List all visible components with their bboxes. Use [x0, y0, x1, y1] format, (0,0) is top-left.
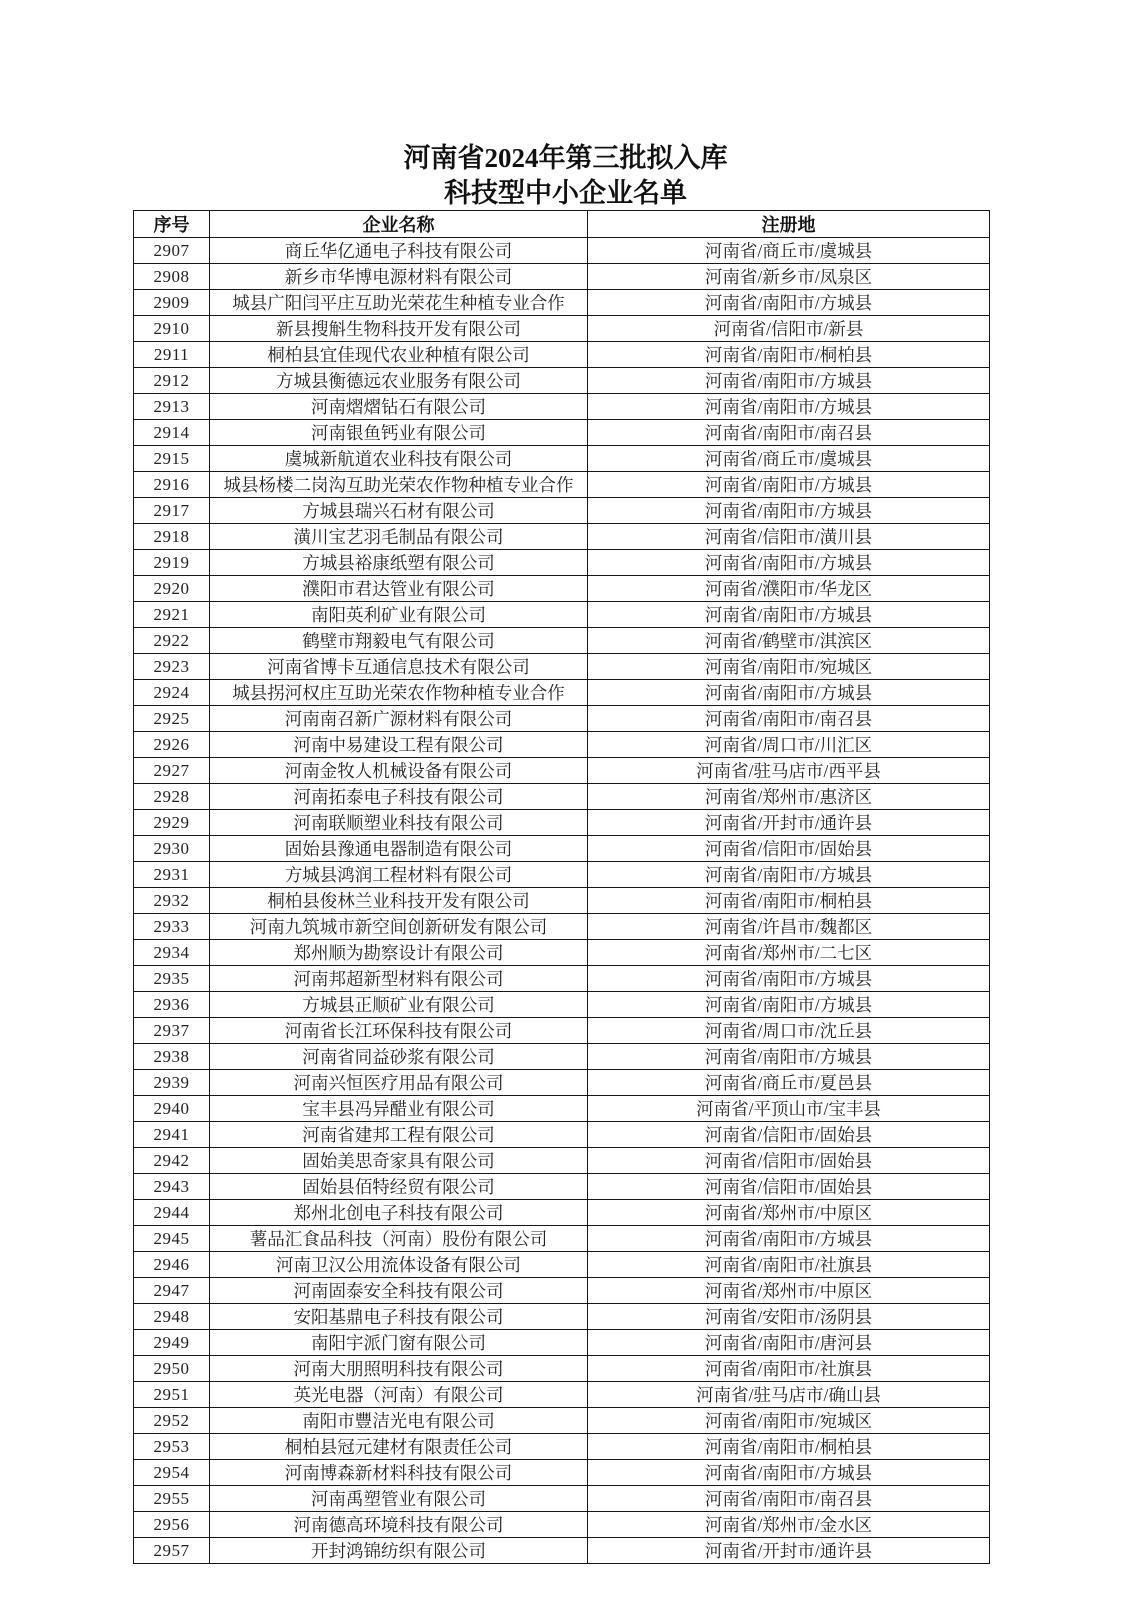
company-table — [133, 210, 990, 1564]
header-serial: 序号 — [134, 211, 210, 238]
location-cell: 河南省/周口市/沈丘县 — [588, 1018, 990, 1044]
table-row — [134, 602, 990, 628]
company-name-cell: 河南省建邦工程有限公司 — [210, 1122, 588, 1148]
company-name-cell: 固始县豫通电器制造有限公司 — [210, 836, 588, 862]
location-cell: 河南省/新乡市/凤泉区 — [588, 264, 990, 290]
location-cell: 河南省/南阳市/宛城区 — [588, 1408, 990, 1434]
title-line-1: 河南省2024年第三批拟入库 — [403, 143, 728, 173]
location-cell: 河南省/南阳市/社旗县 — [588, 1252, 990, 1278]
table-row — [134, 1252, 990, 1278]
table-row — [134, 1486, 990, 1512]
serial-cell: 2926 — [134, 732, 210, 758]
company-name-cell: 郑州顺为勘察设计有限公司 — [210, 940, 588, 966]
serial-cell: 2946 — [134, 1252, 210, 1278]
company-name-cell: 潢川宝艺羽毛制品有限公司 — [210, 524, 588, 550]
company-name-cell: 商丘华亿通电子科技有限公司 — [210, 238, 588, 264]
location-cell: 河南省/南阳市/方城县 — [588, 1226, 990, 1252]
company-name-cell: 河南九筑城市新空间创新研发有限公司 — [210, 914, 588, 940]
serial-cell: 2912 — [134, 368, 210, 394]
company-name-cell: 方城县正顺矿业有限公司 — [210, 992, 588, 1018]
serial-cell: 2911 — [134, 342, 210, 368]
table-row — [134, 1330, 990, 1356]
table-row — [134, 1148, 990, 1174]
table-row — [134, 862, 990, 888]
serial-cell: 2936 — [134, 992, 210, 1018]
location-cell: 河南省/驻马店市/西平县 — [588, 758, 990, 784]
location-cell: 河南省/南阳市/宛城区 — [588, 654, 990, 680]
serial-cell: 2909 — [134, 290, 210, 316]
company-name-cell: 桐柏县冠元建材有限责任公司 — [210, 1434, 588, 1460]
serial-cell: 2949 — [134, 1330, 210, 1356]
serial-cell: 2908 — [134, 264, 210, 290]
table-row — [134, 472, 990, 498]
location-cell: 河南省/南阳市/南召县 — [588, 1486, 990, 1512]
company-name-cell: 河南联顺塑业科技有限公司 — [210, 810, 588, 836]
table-body — [134, 238, 990, 1564]
serial-cell: 2943 — [134, 1174, 210, 1200]
serial-cell: 2952 — [134, 1408, 210, 1434]
location-cell: 河南省/开封市/通许县 — [588, 810, 990, 836]
table-header-row — [134, 211, 990, 238]
location-cell: 河南省/南阳市/方城县 — [588, 602, 990, 628]
serial-cell: 2930 — [134, 836, 210, 862]
serial-cell: 2927 — [134, 758, 210, 784]
serial-cell: 2940 — [134, 1096, 210, 1122]
table-row — [134, 264, 990, 290]
company-name-cell: 河南邦超新型材料有限公司 — [210, 966, 588, 992]
company-name-cell: 河南拓泰电子科技有限公司 — [210, 784, 588, 810]
company-name-cell: 固始美思奇家具有限公司 — [210, 1148, 588, 1174]
serial-cell: 2942 — [134, 1148, 210, 1174]
company-name-cell: 桐柏县宜佳现代农业种植有限公司 — [210, 342, 588, 368]
company-name-cell: 鹤壁市翔毅电气有限公司 — [210, 628, 588, 654]
table-row — [134, 888, 990, 914]
location-cell: 河南省/南阳市/方城县 — [588, 992, 990, 1018]
table-row — [134, 1382, 990, 1408]
table-row — [134, 992, 990, 1018]
location-cell: 河南省/郑州市/中原区 — [588, 1278, 990, 1304]
table-row — [134, 1408, 990, 1434]
table-row — [134, 1226, 990, 1252]
company-name-cell: 英光电器（河南）有限公司 — [210, 1382, 588, 1408]
table-row — [134, 1538, 990, 1564]
location-cell: 河南省/郑州市/金水区 — [588, 1512, 990, 1538]
table-row — [134, 1304, 990, 1330]
company-name-cell: 宝丰县冯异醋业有限公司 — [210, 1096, 588, 1122]
serial-cell: 2935 — [134, 966, 210, 992]
table-row — [134, 1356, 990, 1382]
location-cell: 河南省/南阳市/方城县 — [588, 862, 990, 888]
serial-cell: 2956 — [134, 1512, 210, 1538]
location-cell: 河南省/周口市/川汇区 — [588, 732, 990, 758]
company-name-cell: 新县搜斛生物科技开发有限公司 — [210, 316, 588, 342]
location-cell: 河南省/南阳市/方城县 — [588, 394, 990, 420]
company-name-cell: 安阳基鼎电子科技有限公司 — [210, 1304, 588, 1330]
table-row — [134, 290, 990, 316]
table-row — [134, 836, 990, 862]
table-row — [134, 342, 990, 368]
serial-cell: 2925 — [134, 706, 210, 732]
location-cell: 河南省/安阳市/汤阴县 — [588, 1304, 990, 1330]
table-row — [134, 498, 990, 524]
location-cell: 河南省/信阳市/固始县 — [588, 1174, 990, 1200]
table-row — [134, 368, 990, 394]
serial-cell: 2957 — [134, 1538, 210, 1564]
location-cell: 河南省/南阳市/方城县 — [588, 550, 990, 576]
location-cell: 河南省/南阳市/方城县 — [588, 472, 990, 498]
location-cell: 河南省/南阳市/方城县 — [588, 966, 990, 992]
company-name-cell: 固始县佰特经贸有限公司 — [210, 1174, 588, 1200]
title-line-2: 科技型中小企业名单 — [444, 178, 687, 208]
table-row — [134, 446, 990, 472]
serial-cell: 2953 — [134, 1434, 210, 1460]
company-name-cell: 河南固泰安全科技有限公司 — [210, 1278, 588, 1304]
location-cell: 河南省/郑州市/惠济区 — [588, 784, 990, 810]
company-name-cell: 河南德高环境科技有限公司 — [210, 1512, 588, 1538]
serial-cell: 2944 — [134, 1200, 210, 1226]
serial-cell: 2955 — [134, 1486, 210, 1512]
location-cell: 河南省/商丘市/夏邑县 — [588, 1070, 990, 1096]
company-name-cell: 虞城新航道农业科技有限公司 — [210, 446, 588, 472]
location-cell: 河南省/开封市/通许县 — [588, 1538, 990, 1564]
table-row — [134, 394, 990, 420]
location-cell: 河南省/信阳市/固始县 — [588, 1148, 990, 1174]
table-row — [134, 810, 990, 836]
location-cell: 河南省/信阳市/固始县 — [588, 1122, 990, 1148]
company-name-cell: 濮阳市君达管业有限公司 — [210, 576, 588, 602]
location-cell: 河南省/南阳市/桐柏县 — [588, 342, 990, 368]
company-name-cell: 方城县鸿润工程材料有限公司 — [210, 862, 588, 888]
serial-cell: 2950 — [134, 1356, 210, 1382]
location-cell: 河南省/鹤壁市/淇滨区 — [588, 628, 990, 654]
company-name-cell: 南阳市豐洁光电有限公司 — [210, 1408, 588, 1434]
serial-cell: 2924 — [134, 680, 210, 706]
serial-cell: 2938 — [134, 1044, 210, 1070]
location-cell: 河南省/商丘市/虞城县 — [588, 238, 990, 264]
table-row — [134, 524, 990, 550]
serial-cell: 2918 — [134, 524, 210, 550]
document-title — [0, 141, 1131, 211]
company-name-cell: 新乡市华博电源材料有限公司 — [210, 264, 588, 290]
table-row — [134, 706, 990, 732]
serial-cell: 2939 — [134, 1070, 210, 1096]
serial-cell: 2915 — [134, 446, 210, 472]
location-cell: 河南省/南阳市/方城县 — [588, 498, 990, 524]
location-cell: 河南省/南阳市/南召县 — [588, 706, 990, 732]
table-row — [134, 680, 990, 706]
serial-cell: 2934 — [134, 940, 210, 966]
company-name-cell: 河南省同益砂浆有限公司 — [210, 1044, 588, 1070]
location-cell: 河南省/南阳市/社旗县 — [588, 1356, 990, 1382]
company-name-cell: 河南大朋照明科技有限公司 — [210, 1356, 588, 1382]
table-row — [134, 1070, 990, 1096]
location-cell: 河南省/南阳市/方城县 — [588, 368, 990, 394]
location-cell: 河南省/平顶山市/宝丰县 — [588, 1096, 990, 1122]
serial-cell: 2933 — [134, 914, 210, 940]
location-cell: 河南省/商丘市/虞城县 — [588, 446, 990, 472]
table-row — [134, 784, 990, 810]
table-row — [134, 550, 990, 576]
company-name-cell: 河南省博卡互通信息技术有限公司 — [210, 654, 588, 680]
serial-cell: 2948 — [134, 1304, 210, 1330]
company-name-cell: 方城县衡德远农业服务有限公司 — [210, 368, 588, 394]
table-row — [134, 1044, 990, 1070]
table-row — [134, 576, 990, 602]
company-name-cell: 方城县瑞兴石材有限公司 — [210, 498, 588, 524]
company-name-cell: 河南熠熠钻石有限公司 — [210, 394, 588, 420]
serial-cell: 2921 — [134, 602, 210, 628]
serial-cell: 2919 — [134, 550, 210, 576]
table-row — [134, 316, 990, 342]
serial-cell: 2917 — [134, 498, 210, 524]
serial-cell: 2945 — [134, 1226, 210, 1252]
company-name-cell: 开封鸿锦纺织有限公司 — [210, 1538, 588, 1564]
serial-cell: 2947 — [134, 1278, 210, 1304]
header-company-name: 企业名称 — [210, 211, 588, 238]
company-name-cell: 方城县裕康纸塑有限公司 — [210, 550, 588, 576]
location-cell: 河南省/驻马店市/确山县 — [588, 1382, 990, 1408]
table-row — [134, 1018, 990, 1044]
serial-cell: 2913 — [134, 394, 210, 420]
table-row — [134, 628, 990, 654]
location-cell: 河南省/南阳市/方城县 — [588, 680, 990, 706]
table-row — [134, 1278, 990, 1304]
location-cell: 河南省/信阳市/固始县 — [588, 836, 990, 862]
company-name-cell: 城县广阳闫平庄互助光荣花生种植专业合作 — [210, 290, 588, 316]
table-row — [134, 654, 990, 680]
table-row — [134, 914, 990, 940]
table-row — [134, 1434, 990, 1460]
location-cell: 河南省/信阳市/潢川县 — [588, 524, 990, 550]
company-name-cell: 桐柏县俊林兰业科技开发有限公司 — [210, 888, 588, 914]
company-name-cell: 薯品汇食品科技（河南）股份有限公司 — [210, 1226, 588, 1252]
table-row — [134, 1174, 990, 1200]
serial-cell: 2923 — [134, 654, 210, 680]
company-name-cell: 河南兴恒医疗用品有限公司 — [210, 1070, 588, 1096]
serial-cell: 2928 — [134, 784, 210, 810]
serial-cell: 2910 — [134, 316, 210, 342]
table-row — [134, 1096, 990, 1122]
table-row — [134, 940, 990, 966]
serial-cell: 2941 — [134, 1122, 210, 1148]
table-row — [134, 758, 990, 784]
table-row — [134, 1460, 990, 1486]
company-name-cell: 河南博森新材料科技有限公司 — [210, 1460, 588, 1486]
table-row — [134, 1200, 990, 1226]
location-cell: 河南省/南阳市/南召县 — [588, 420, 990, 446]
serial-cell: 2929 — [134, 810, 210, 836]
header-location: 注册地 — [588, 211, 990, 238]
location-cell: 河南省/南阳市/桐柏县 — [588, 888, 990, 914]
company-name-cell: 南阳英利矿业有限公司 — [210, 602, 588, 628]
company-name-cell: 河南省长江环保科技有限公司 — [210, 1018, 588, 1044]
location-cell: 河南省/郑州市/中原区 — [588, 1200, 990, 1226]
location-cell: 河南省/南阳市/方城县 — [588, 290, 990, 316]
company-name-cell: 郑州北创电子科技有限公司 — [210, 1200, 588, 1226]
serial-cell: 2907 — [134, 238, 210, 264]
table-row — [134, 732, 990, 758]
table-row — [134, 1512, 990, 1538]
company-name-cell: 城县拐河权庄互助光荣农作物种植专业合作 — [210, 680, 588, 706]
company-name-cell: 河南银鱼钙业有限公司 — [210, 420, 588, 446]
company-name-cell: 河南南召新广源材料有限公司 — [210, 706, 588, 732]
location-cell: 河南省/南阳市/桐柏县 — [588, 1434, 990, 1460]
location-cell: 河南省/郑州市/二七区 — [588, 940, 990, 966]
serial-cell: 2937 — [134, 1018, 210, 1044]
location-cell: 河南省/许昌市/魏都区 — [588, 914, 990, 940]
location-cell: 河南省/南阳市/唐河县 — [588, 1330, 990, 1356]
company-name-cell: 河南中易建设工程有限公司 — [210, 732, 588, 758]
location-cell: 河南省/信阳市/新县 — [588, 316, 990, 342]
company-name-cell: 河南禹塑管业有限公司 — [210, 1486, 588, 1512]
serial-cell: 2922 — [134, 628, 210, 654]
serial-cell: 2914 — [134, 420, 210, 446]
table-row — [134, 238, 990, 264]
company-name-cell: 河南卫汉公用流体设备有限公司 — [210, 1252, 588, 1278]
company-name-cell: 河南金牧人机械设备有限公司 — [210, 758, 588, 784]
serial-cell: 2916 — [134, 472, 210, 498]
table-row — [134, 1122, 990, 1148]
location-cell: 河南省/南阳市/方城县 — [588, 1044, 990, 1070]
serial-cell: 2931 — [134, 862, 210, 888]
location-cell: 河南省/南阳市/方城县 — [588, 1460, 990, 1486]
company-name-cell: 城县杨楼二岗沟互助光荣农作物种植专业合作 — [210, 472, 588, 498]
serial-cell: 2954 — [134, 1460, 210, 1486]
serial-cell: 2932 — [134, 888, 210, 914]
table-row — [134, 420, 990, 446]
location-cell: 河南省/濮阳市/华龙区 — [588, 576, 990, 602]
serial-cell: 2951 — [134, 1382, 210, 1408]
serial-cell: 2920 — [134, 576, 210, 602]
table-row — [134, 966, 990, 992]
company-name-cell: 南阳宇派门窗有限公司 — [210, 1330, 588, 1356]
